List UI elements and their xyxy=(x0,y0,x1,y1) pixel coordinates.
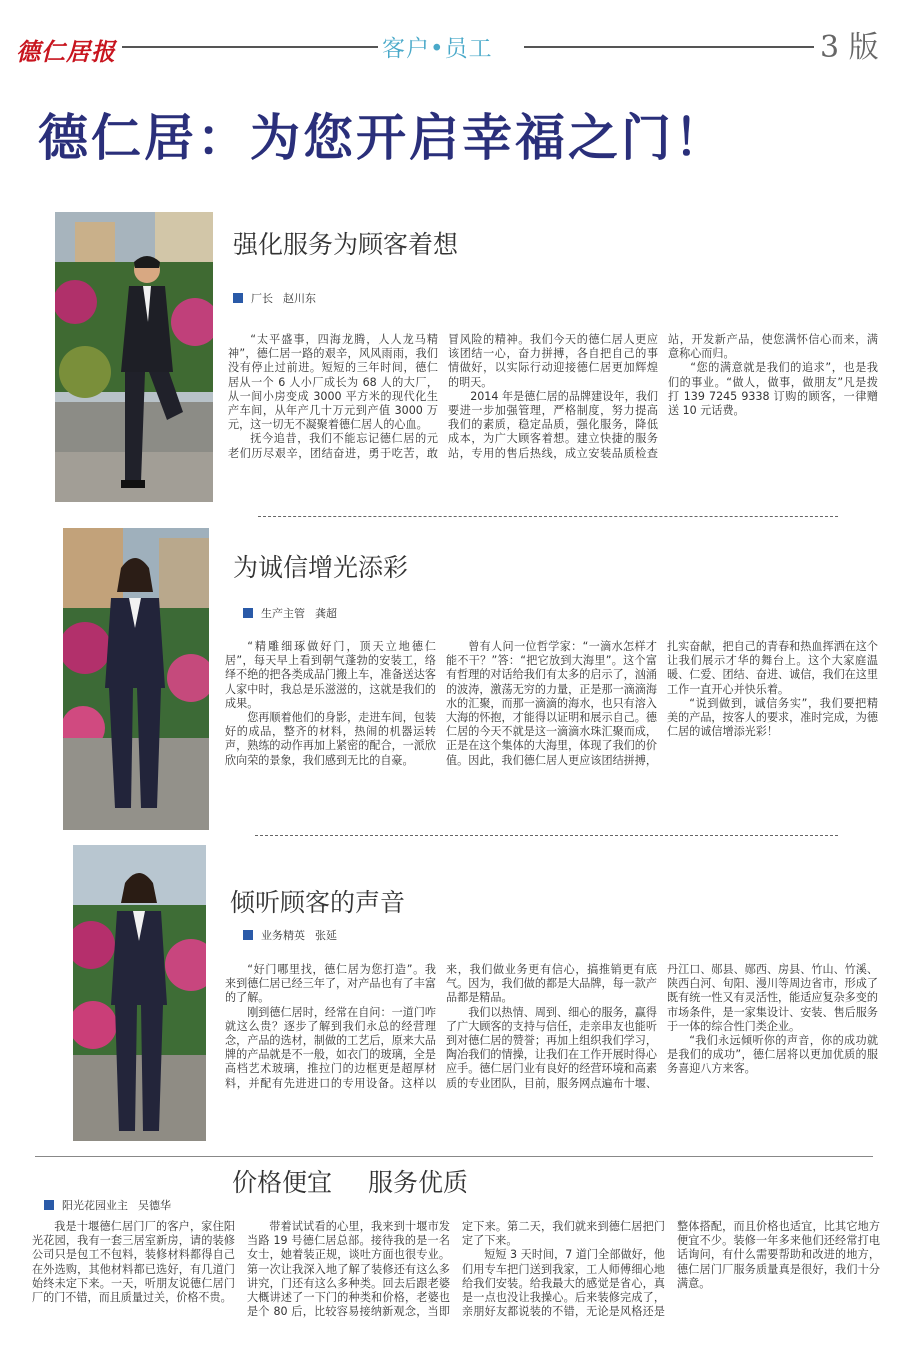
author-role: 生产主管 xyxy=(261,607,305,620)
article-4-body xyxy=(32,1220,880,1340)
paragraph: 我是十堰德仁居门厂的客户，家住阳光花园，我有一套三居室新房，请的装修公司只是包工不包料，装修材料都得自己在外选购，其他材料都已选好，有几道门始终未定下来。一天，听朋友说德仁居门厂的门不错，而且质量过关，价格不贵。 xyxy=(32,1220,235,1305)
article-3-body xyxy=(225,963,878,1103)
paragraph: “说到做到，诚信务实”，我们要把精美的产品，按客人的要求，准时完成，为德仁居的诚信增添光彩！ xyxy=(667,696,878,739)
article-2-body xyxy=(225,640,878,780)
author-role: 阳光花园业主 xyxy=(62,1199,128,1212)
page-number: 3 版 xyxy=(820,30,879,65)
byline-square-icon xyxy=(243,930,253,940)
article-4-title-part-1: 价格便宜 xyxy=(232,1168,333,1197)
article-1-body xyxy=(228,333,878,469)
paragraph: 您再顺着他们的身影，走进车间，包装好的成品，整齐的材料，热闹的机器运转声，熟练的动作再加上紧密的配合，一派欣欣向荣的景象，我们感到无比的自豪。 xyxy=(225,711,436,767)
masthead-rule-right xyxy=(524,46,814,48)
author-name: 张延 xyxy=(315,929,337,942)
section-rule xyxy=(35,1156,873,1157)
paragraph: 我们以热情、周到、细心的服务，赢得了广大顾客的支持与信任，走亲串友也能听到对德仁居的赞誉；再加上组织我们学习，陶冶我们的情操，让我们在工作开展时得心应手。德仁居门业有良好的经营环境和高素质的专业团队，目前，服务网点遍布十堰、丹江口、郧县、郧西、房县、竹山、竹溪、陕西白河、旬阳、漫川等周边省市，形成了既有统一性又有灵活性，能适应复杂多变的市场条件，是一家集设计、安装、售后服务于一体的综合性门类企业。 xyxy=(446,963,878,1090)
masthead xyxy=(0,0,908,70)
paragraph: 曾有人问一位哲学家：“一滴水怎样才能不干？”答：“把它放到大海里”。这个富有哲理的对话给我们有太多的启示了，汹涌的波涛，激荡无穷的力量，正是那一滴滴海水的汇聚，而那一滴滴的海水，也只有溶入大海的怀抱，才能得以证明和展示自己。德仁居的今天不就是这一滴滴水珠汇聚而成，正是在这个集体的大海里，体现了我们的价值。因此，我们德仁居人更应该团结拼搏，扎实奋献，把自己的青春和热血挥洒在这个让我们展示才华的舞台上。这个大家庭温暖、仁爱、团结、奋进、诚信，我们在这里工作一直开心并快乐着。 xyxy=(446,640,878,767)
article-1-title: 强化服务为顾客着想 xyxy=(233,230,459,259)
author-role: 业务精英 xyxy=(261,929,305,942)
byline-square-icon xyxy=(243,608,253,618)
page-headline: 德仁居：为您开启幸福之门！ xyxy=(38,109,727,167)
paragraph: 带着试试看的心里，我来到十堰市发当路 19 号德仁居总部。接待我的是一名女士，她着装正规，谈吐方面也很专业。第一次让我深入地了解了装修还有这么多讲究，门还有这么多种类。回去后跟老婆大概讲述了一下门的种类和价格，老婆也是个 80 后，比较容易接纳新观念，当即定下来。第二天，我们就来到德仁居把门定了下来。 xyxy=(247,1220,665,1319)
paragraph: “好门哪里找，德仁居为您打造”。我来到德仁居已经三年了，对产品也有了丰富的了解。 xyxy=(225,963,436,1005)
section-name: 客户•员工 xyxy=(382,36,493,62)
article-2-title: 为诚信增光添彩 xyxy=(233,553,409,582)
article-3-title: 倾听顾客的声音 xyxy=(230,888,406,917)
byline-square-icon xyxy=(44,1200,54,1210)
author-name: 赵川东 xyxy=(283,292,316,305)
section-divider xyxy=(255,835,838,836)
paragraph: 刚到德仁居时，经常在自问：一道门咋就这么贵？逐步了解到我们永总的经营理念，产品的选材，制做的工艺后，原来大品牌的产品就是不一般，如衣门的玻璃，全是高档艺术玻璃，推拉门的边框更是超厚材料，并配有先进进口的专用设备。这样以来，我们做业务更有信心，搞推销更有底气。因为，我们做的都是大品牌，每一款产品都是精品。 xyxy=(225,963,657,1090)
paragraph: “我们永远倾听你的声音，你的成功就是我们的成功”，德仁居将以更加优质的服务喜迎八方来客。 xyxy=(667,1034,878,1076)
section-divider xyxy=(258,516,838,517)
article-1-byline xyxy=(233,290,316,306)
article-2-byline xyxy=(243,605,337,621)
newspaper-logo: 德仁居报 xyxy=(16,37,116,66)
paragraph: “精雕细琢做好门，顶天立地德仁居”，每天早上看到朝气蓬勃的安装工，络绎不绝的把各类成品门搬上车，准备送达客人家中时，我总是乐滋滋的，这就是我们的成果。 xyxy=(225,640,436,710)
masthead-rule-left xyxy=(122,46,378,48)
paragraph: 抚今追昔，我们不能忘记德仁居的元老们历尽艰辛，团结奋进，勇于吃苦，敢冒风险的精神。我们今天的德仁居人更应该团结一心，奋力拼搏，各自把自己的事情做好，以实际行动迎接德仁居更加辉煌的明天。 xyxy=(228,333,658,460)
article-4-title-part-2: 服务优质 xyxy=(368,1168,469,1197)
article-3-byline xyxy=(243,927,337,943)
article-2-photo xyxy=(63,528,209,830)
paragraph: 2014 年是德仁居的品牌建设年，我们要进一步加强管理，严格制度，努力提高我们的素质，稳定品质，强化服务，降低成本，为广大顾客着想。建立快捷的服务站，专用的售后热线，成立安装品质检查站，开发新产品，使您满怀信心而来，满意称心而归。 xyxy=(448,333,878,460)
byline-square-icon xyxy=(233,293,243,303)
article-1-photo xyxy=(55,212,213,502)
paragraph: “您的满意就是我们的追求”，也是我们的事业。“做人，做事，做朋友”凡是拨打 139 7245 9338 订购的顾客，一律赠送 10 元话费。 xyxy=(668,361,878,418)
article-4-title xyxy=(232,1163,504,1199)
article-3-photo xyxy=(73,845,206,1141)
author-name: 吴德华 xyxy=(138,1199,171,1212)
author-name: 龚超 xyxy=(315,607,337,620)
author-role: 厂长 xyxy=(251,292,273,305)
article-4-byline xyxy=(44,1197,171,1213)
paragraph: 短短 3 天时间，7 道门全部做好，他们用专车把门送到我家，工人师傅细心地给我们安装。给我最大的感觉是省心，真是一点也没让我操心。后来装修完成了，亲朋好友都说装的不错，无论是风格还是整体搭配，而且价格也适宜，比其它地方便宜不少。装修一年多来他们还经常打电话询问，有什么需要帮助和改进的地方，德仁居门厂服务质量真是很好，我们十分满意。 xyxy=(462,1220,880,1319)
paragraph: “太平盛事，四海龙腾，人人龙马精神”，德仁居一路的艰辛，风风雨雨，我们没有停止过前进。短短的三年时间，德仁居从一个 6 人小厂成长为 68 人的大厂，从一间小房变成 3000 平方米的现代化生产车间，从年产几十万元到产值 3000 万元，这一切无不凝聚着德仁居人的心血。 xyxy=(228,333,438,432)
